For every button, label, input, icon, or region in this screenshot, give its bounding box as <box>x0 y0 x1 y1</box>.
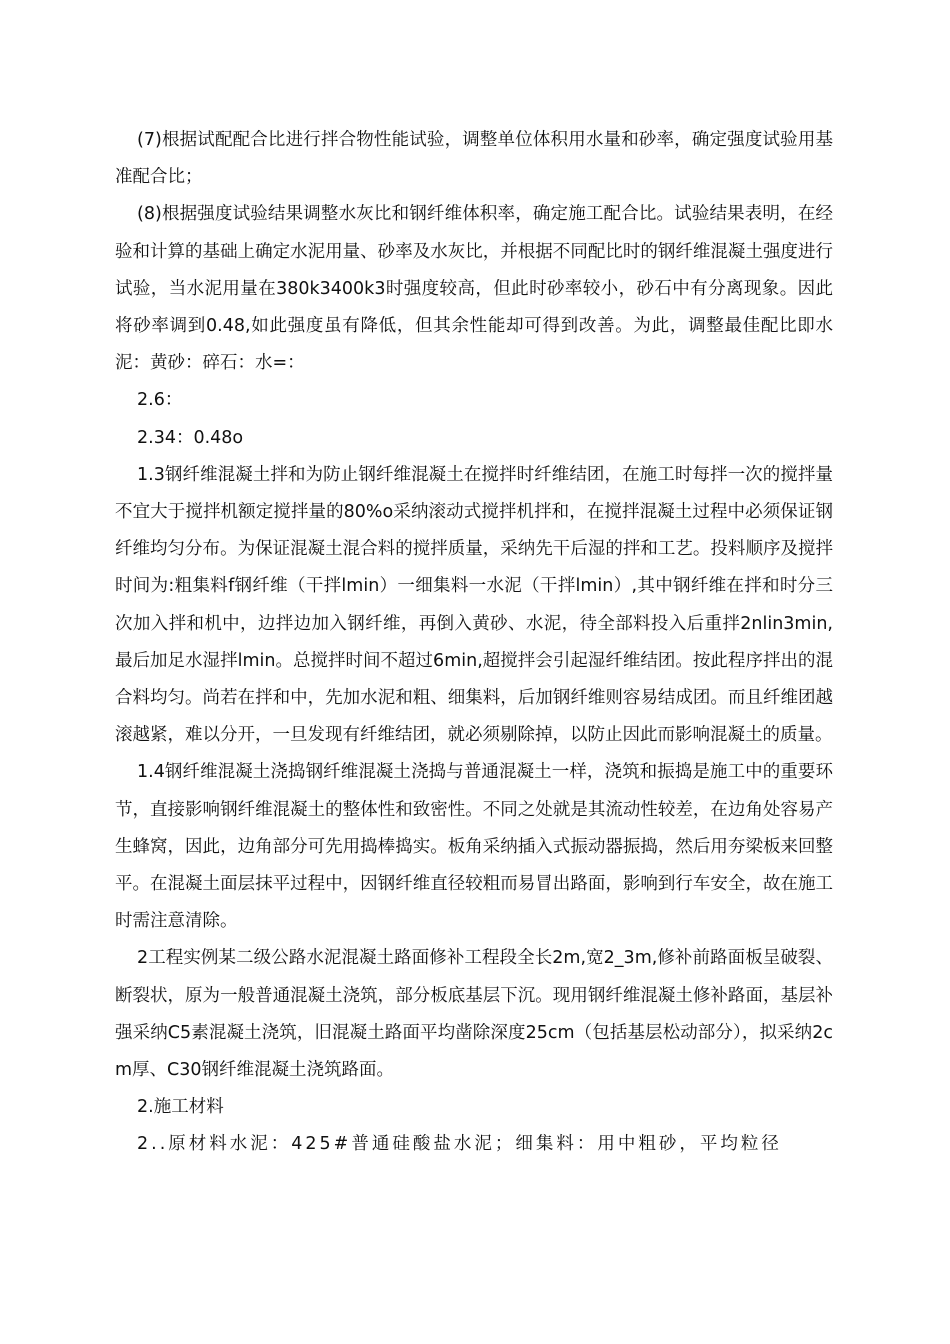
paragraph-step-8: (8)根据强度试验结果调整水灰比和钢纤维体积率，确定施工配合比。试验结果表明，在经验和计算的基础上确定水泥用量、砂率及水灰比，并根据不同配比时的钢纤维混凝土强度进行试验，当水泥用量在380k3400k3时强度较高，但此时砂率较小，砂石中有分离现象。因此将砂率调到0.48,如此强度虽有降低，但其余性能却可得到改善。为此，调整最佳配比即水泥：黄砂：碎石：水=： <box>115 204 833 374</box>
paragraph-ratio-line-1: 2.6： <box>137 390 183 411</box>
paragraph-construction-materials-heading: 2.施工材料 <box>137 1097 224 1118</box>
paragraph-section-2: 2工程实例某二级公路水泥混凝土路面修补工程段全长2m,宽2_3m,修补前路面板呈破裂、断裂状，原为一般普通混凝土浇筑，部分板底基层下沉。现用钢纤维混凝土修补路面，基层补强采纳C5素混凝土浇筑，旧混凝土路面平均凿除深度25cm（包括基层松动部分），拟采纳2cm厚、C30钢纤维混凝土浇筑路面。 <box>115 948 833 1081</box>
paragraph-section-1-3: 1.3钢纤维混凝土拌和为防止钢纤维混凝土在搅拌时纤维结团，在施工时每拌一次的搅拌量不宜大于搅拌机额定搅拌量的80%o采纳滚动式搅拌机拌和，在搅拌混凝土过程中必须保证钢纤维均匀分布。为保证混凝土混合料的搅拌质量，采纳先干后湿的拌和工艺。投料顺序及搅拌时间为:粗集料f钢纤维（干拌lmin）一细集料一水泥（干拌lmin）,其中钢纤维在拌和时分三次加入拌和机中，边拌边加入钢纤维，再倒入黄砂、水泥，待全部料投入后重拌2nlin3min,最后加足水湿拌lmin。总搅拌时间不超过6min,超搅拌会引起湿纤维结团。按此程序拌出的混合料均匀。尚若在拌和中，先加水泥和粗、细集料，后加钢纤维则容易结成团。而且纤维团越滚越紧，难以分开，一旦发现有纤维结团，就必须剔除掉，以防止因此而影响混凝土的质量。 <box>115 464 833 746</box>
paragraph-step-7: (7)根据试配配合比进行拌合物性能试验，调整单位体积用水量和砂率，确定强度试验用基准配合比； <box>115 130 833 188</box>
paragraph-raw-materials: 2..原材料水泥：425#普通硅酸盐水泥；细集料：用中粗砂，平均粒径 <box>137 1134 782 1155</box>
paragraph-section-1-4: 1.4钢纤维混凝土浇捣钢纤维混凝土浇捣与普通混凝土一样，浇筑和振捣是施工中的重要环节，直接影响钢纤维混凝土的整体性和致密性。不同之处就是其流动性较差，在边角处容易产生蜂窝，因此，边角部分可先用捣棒捣实。板角采纳插入式振动器振捣，然后用夯梁板来回整平。在混凝土面层抹平过程中，因钢纤维直径较粗而易冒出路面，影响到行车安全，故在施工时需注意清除。 <box>115 762 833 932</box>
document-body <box>115 122 833 1164</box>
paragraph-ratio-line-2: 2.34：0.48o <box>137 427 244 448</box>
